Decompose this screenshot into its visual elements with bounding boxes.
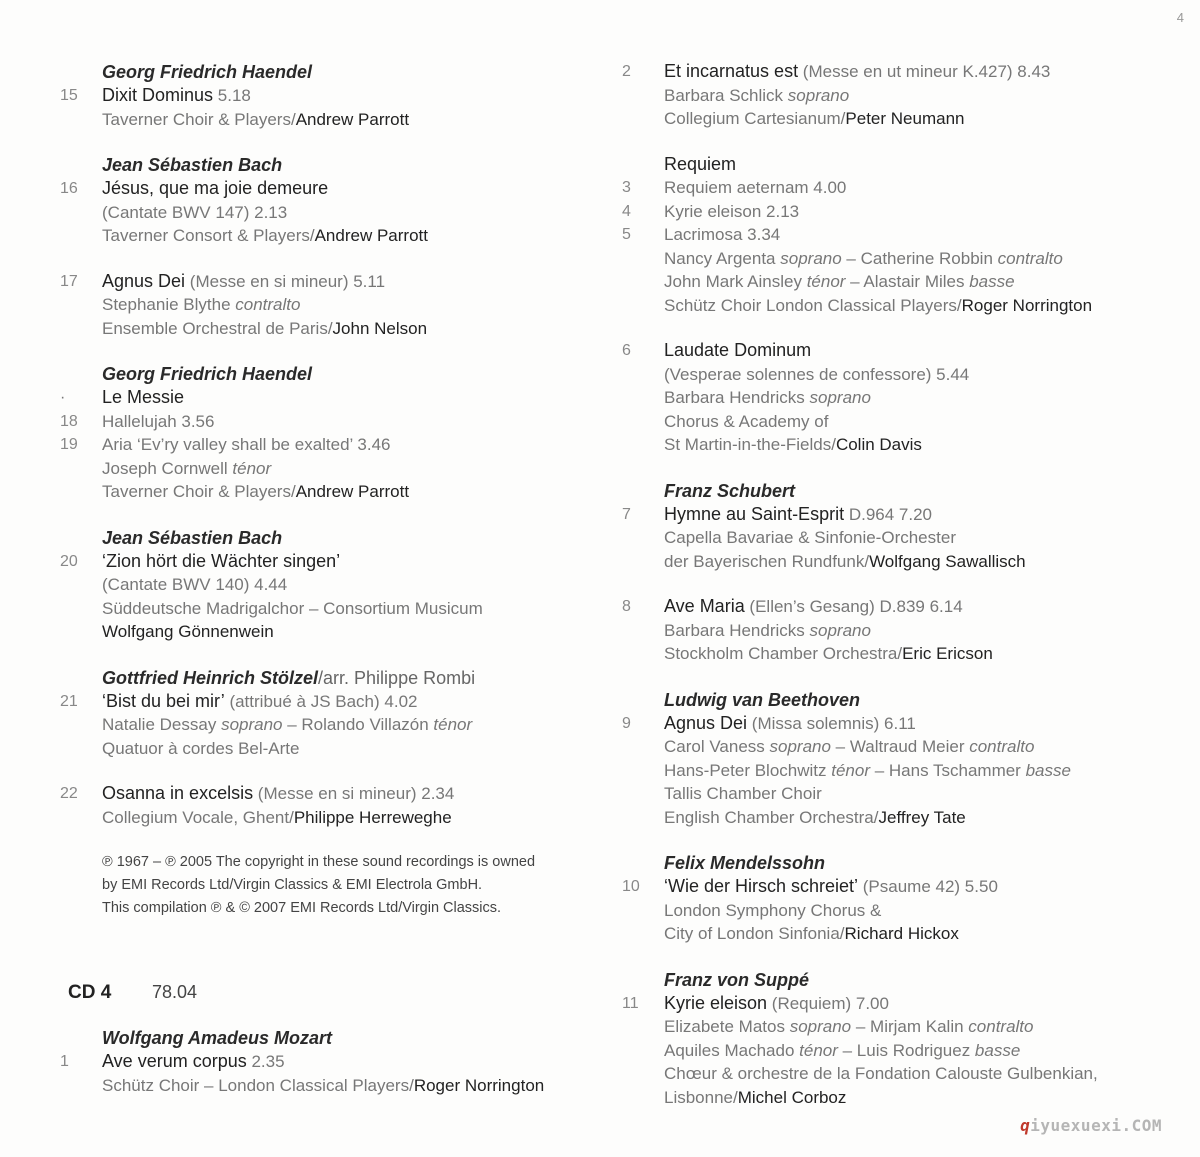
soloist: Natalie Dessay: [102, 715, 222, 734]
track-number: 6: [622, 342, 631, 359]
track-number: 21: [60, 692, 78, 710]
track-block-17: [60, 270, 600, 341]
separator: –: [282, 715, 302, 734]
track-title: Aria ‘Ev’ry valley shall be exalted’ 3.46: [102, 435, 391, 454]
separator: –: [845, 272, 864, 291]
performers: Tallis Chamber Choir: [664, 784, 822, 803]
track-number: 15: [60, 87, 78, 104]
track-duration: 5.18: [217, 86, 251, 105]
track-title: Kyrie eleison 2.13: [664, 201, 800, 221]
performers: City of London Sinfonia/: [664, 924, 845, 943]
track-number: 2: [622, 63, 631, 80]
copyright-notice: [102, 851, 600, 920]
conductor: John Nelson: [332, 318, 428, 338]
soloist: John Mark Ainsley: [664, 272, 807, 291]
right-column: [622, 60, 1182, 1131]
track-title: Hallelujah 3.56: [102, 411, 215, 431]
track-block-20: [60, 526, 600, 644]
track-duration: D.964 7.20: [848, 504, 932, 524]
track-source: (Ellen’s Gesang) D.839 6.14: [744, 597, 963, 616]
performers: Ensemble Orchestral de Paris/: [102, 318, 333, 338]
performers: Capella Bavariae & Sinfonie-Orchester: [664, 528, 956, 547]
separator: –: [851, 1017, 871, 1036]
conductor: Colin Davis: [835, 435, 922, 454]
composer-name: Jean Sébastien Bach: [102, 155, 283, 175]
conductor: Andrew Parrott: [295, 482, 410, 501]
track-number: 3: [622, 179, 631, 196]
track-source: (attribué à JS Bach) 4.02: [224, 691, 418, 711]
track-number: 5: [622, 226, 631, 243]
track-title: Requiem aeternam 4.00: [664, 178, 847, 197]
track-block-1: [60, 1026, 600, 1097]
performers: Taverner Choir & Players/: [102, 482, 296, 501]
voice-type: basse: [974, 1040, 1021, 1060]
voice-type: ténor: [433, 715, 473, 734]
performers: Taverner Choir & Players/: [102, 109, 296, 129]
soloist: Catherine Robbin: [860, 248, 998, 268]
voice-type: contralto: [968, 1017, 1034, 1036]
conductor: Michel Corboz: [737, 1087, 847, 1107]
voice-type: contralto: [235, 295, 301, 314]
soloist: Carol Vaness: [664, 737, 770, 756]
conductor: Roger Norrington: [413, 1075, 545, 1095]
track-source: (Cantate BWV 140) 4.44: [102, 575, 288, 594]
track-block-7: [622, 479, 1182, 574]
soloist: Nancy Argenta: [664, 248, 781, 268]
performers: Lisbonne/: [664, 1087, 738, 1107]
conductor: Wolfgang Sawallisch: [869, 551, 1026, 571]
copyright-line: by EMI Records Ltd/Virgin Classics & EMI Electrola GmbH.: [102, 877, 483, 893]
voice-type: soprano: [769, 737, 831, 756]
voice-type: contralto: [997, 248, 1063, 268]
voice-type: soprano: [809, 388, 871, 407]
performers: Schütz Choir – London Classical Players/: [102, 1075, 414, 1095]
conductor: Jeffrey Tate: [878, 807, 966, 827]
track-number: 8: [622, 598, 631, 615]
soloist: Mirjam Kalin: [870, 1017, 969, 1036]
track-source: (Psaume 42) 5.50: [858, 877, 998, 896]
composer-name: Ludwig van Beethoven: [664, 689, 861, 710]
track-number: 9: [622, 714, 631, 732]
conductor: Wolfgang Gönnenwein: [102, 622, 274, 641]
soloist: Luis Rodriguez: [856, 1040, 975, 1060]
separator: –: [869, 760, 889, 780]
composer-name: Franz von Suppé: [664, 969, 810, 990]
soloist: Joseph Cornwell: [102, 458, 233, 478]
track-number: 4: [622, 202, 631, 220]
performers: Quatuor à cordes Bel-Arte: [102, 738, 300, 758]
separator: –: [837, 1040, 857, 1060]
composer-name: Wolfgang Amadeus Mozart: [102, 1028, 333, 1048]
track-block-2: [622, 60, 1182, 131]
performers: Collegium Cartesianum/: [664, 109, 846, 128]
track-block-8: [622, 595, 1182, 666]
track-title: Kyrie eleison: [664, 992, 768, 1013]
track-source: (Vesperae solennes de confessore) 5.44: [664, 364, 970, 384]
track-block-6: [622, 339, 1182, 457]
bullet-dot: ·: [60, 389, 66, 406]
track-block-15: [60, 60, 600, 131]
track-title: Jésus, que ma joie demeure: [102, 178, 329, 198]
composer-name: Jean Sébastien Bach: [102, 527, 283, 548]
track-block-22: [60, 782, 600, 829]
conductor: Andrew Parrott: [314, 226, 428, 245]
track-row: [60, 84, 600, 108]
track-title: Dixit Dominus: [102, 85, 214, 105]
soloist: Hans Tschammer: [888, 760, 1026, 780]
track-source: (Requiem) 7.00: [767, 993, 889, 1013]
track-number: 7: [622, 505, 631, 523]
watermark: [1020, 1116, 1162, 1135]
composer-name: Georg Friedrich Haendel: [102, 364, 313, 384]
track-number: 11: [622, 994, 639, 1012]
performers: London Symphony Chorus &: [664, 900, 882, 920]
track-title: ‘Bist du bei mir’: [102, 690, 225, 711]
performers: Chœur & orchestre de la Fondation Calouste Gulbenkian,: [664, 1064, 1098, 1083]
track-title: Ave verum corpus: [102, 1051, 247, 1071]
track-title: Laudate Dominum: [664, 340, 812, 360]
voice-type: basse: [1025, 760, 1071, 780]
work-title: Requiem: [664, 153, 737, 174]
copyright-line: This compilation ℗ & © 2007 EMI Records Ltd/Virgin Classics.: [102, 900, 502, 916]
voice-type: ténor: [806, 272, 846, 291]
track-block-21: [60, 666, 600, 761]
separator: –: [841, 248, 861, 268]
track-title: Osanna in excelsis: [102, 783, 254, 803]
track-source: (Messe en ut mineur K.427) 8.43: [798, 62, 1051, 81]
conductor: Eric Ericson: [902, 644, 993, 663]
soloist: Barbara Hendricks: [664, 620, 810, 640]
voice-type: soprano: [780, 248, 842, 268]
track-title: Lacrimosa 3.34: [664, 225, 781, 244]
conductor: Andrew Parrott: [295, 109, 410, 129]
conductor: Philippe Herreweghe: [293, 807, 452, 827]
track-title: ‘Zion hört die Wächter singen’: [102, 550, 341, 571]
performers: Collegium Vocale, Ghent/: [102, 807, 294, 827]
soloist: Barbara Schlick: [664, 85, 788, 105]
track-number: 22: [60, 785, 78, 802]
voice-type: ténor: [232, 458, 272, 478]
track-number: 16: [60, 180, 78, 197]
cd-heading: [60, 982, 600, 1004]
soloist: Rolando Villazón: [301, 715, 434, 734]
work-title: Le Messie: [102, 387, 185, 407]
soloist: Hans-Peter Blochwitz: [664, 760, 832, 780]
track-source: (Messe en si mineur) 5.11: [189, 271, 386, 291]
track-source: (Messe en si mineur) 2.34: [253, 784, 455, 803]
track-number: 10: [622, 878, 640, 895]
track-title: Agnus Dei: [102, 270, 186, 291]
track-block-18-19: [60, 362, 600, 504]
conductor: Roger Norrington: [961, 295, 1093, 315]
track-block-10: [622, 851, 1182, 946]
voice-type: ténor: [831, 760, 870, 780]
performers: Taverner Consort & Players/: [102, 226, 315, 245]
composer-name: Franz Schubert: [664, 480, 796, 501]
cd-label: CD 4: [68, 982, 112, 1003]
track-source: (Cantate BWV 147) 2.13: [102, 202, 288, 222]
performers: English Chamber Orchestra/: [664, 807, 879, 827]
composer-name: Gottfried Heinrich Stölzel: [102, 667, 319, 688]
track-number: 19: [60, 436, 78, 453]
cd-total-time: 78.04: [152, 982, 198, 1002]
track-number: 18: [60, 412, 78, 430]
watermark-prefix: q: [1020, 1116, 1031, 1135]
soloist: Waltraud Meier: [849, 737, 970, 756]
voice-type: soprano: [789, 1017, 852, 1036]
composer-name: Felix Mendelssohn: [664, 853, 826, 873]
track-title: ‘Wie der Hirsch schreiet’: [664, 876, 859, 896]
soloist: Alastair Miles: [863, 272, 970, 291]
conductor: Peter Neumann: [845, 109, 965, 128]
performers: St Martin-in-the-Fields/: [664, 435, 836, 454]
performers: Süddeutsche Madrigalchor – Consortium Musicum: [102, 598, 483, 618]
track-duration: 2.35: [251, 1052, 285, 1071]
performers: Schütz Choir London Classical Players/: [664, 295, 962, 315]
watermark-text: iyuexuexi.COM: [1030, 1116, 1162, 1135]
soloist: Aquiles Machado: [664, 1040, 800, 1060]
track-source: (Missa solemnis) 6.11: [747, 713, 916, 733]
soloist: Elizabete Matos: [664, 1017, 790, 1036]
performers: Chorus & Academy of: [664, 411, 829, 431]
track-title: Ave Maria: [664, 596, 745, 616]
track-title: Hymne au Saint-Esprit: [664, 503, 845, 524]
copyright-line: ℗ 1967 – ℗ 2005 The copyright in these sound recordings is owned: [102, 854, 536, 870]
composer-name: Georg Friedrich Haendel: [102, 62, 313, 82]
performers: Stockholm Chamber Orchestra/: [664, 644, 903, 663]
left-column: [60, 60, 600, 1119]
track-block-9: [622, 688, 1182, 830]
voice-type: basse: [969, 272, 1015, 291]
voice-type: contralto: [969, 737, 1035, 756]
page-number: 4: [1176, 10, 1184, 25]
voice-type: ténor: [799, 1040, 838, 1060]
soloist: Stephanie Blythe: [102, 295, 236, 314]
voice-type: soprano: [787, 85, 850, 105]
conductor: Richard Hickox: [844, 924, 959, 943]
track-number: 1: [60, 1053, 69, 1070]
track-block-3-5: [622, 153, 1182, 318]
track-number: 17: [60, 272, 78, 290]
voice-type: soprano: [809, 620, 871, 640]
track-block-16: [60, 153, 600, 248]
track-number: 20: [60, 552, 78, 570]
track-title: Agnus Dei: [664, 712, 748, 733]
performers: der Bayerischen Rundfunk/: [664, 551, 870, 571]
separator: –: [830, 737, 850, 756]
track-title: Et incarnatus est: [664, 61, 799, 81]
track-block-11: [622, 968, 1182, 1110]
arranger: /arr. Philippe Rombi: [318, 667, 476, 688]
soloist: Barbara Hendricks: [664, 388, 810, 407]
voice-type: soprano: [221, 715, 283, 734]
